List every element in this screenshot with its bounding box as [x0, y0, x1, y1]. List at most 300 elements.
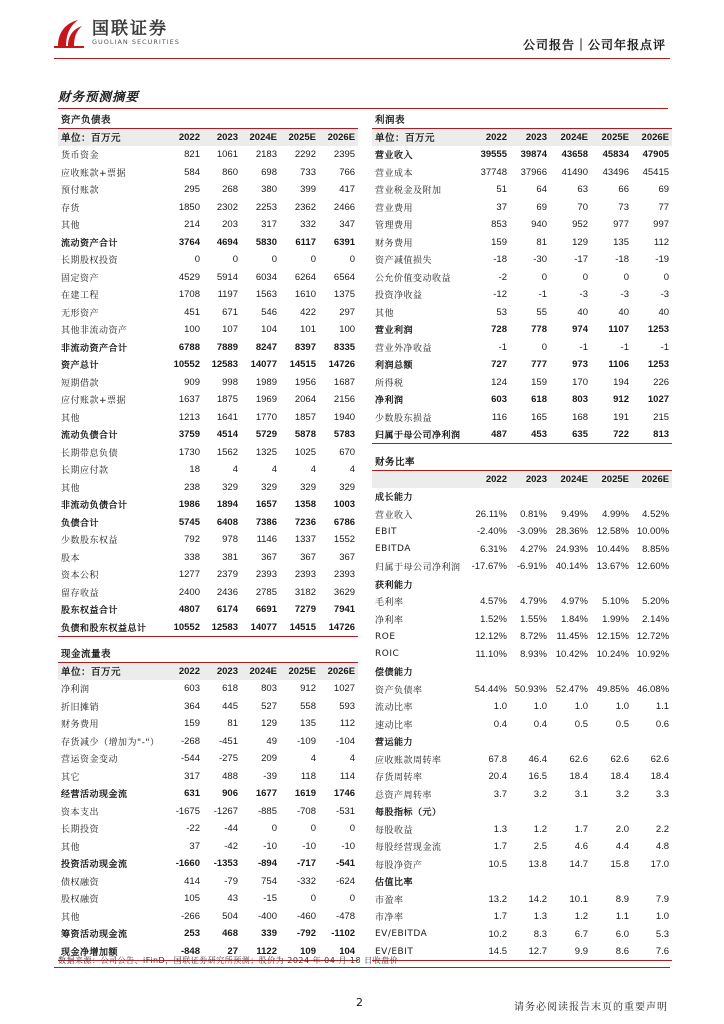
row-value: 12.72%: [636, 631, 670, 643]
row-value: 487: [468, 426, 510, 444]
row-label: 速动比率: [375, 720, 414, 731]
row-label: 营运资金变动: [61, 755, 119, 766]
row-value: 14726: [328, 359, 356, 371]
unit-label: 单位：百万元: [58, 662, 164, 680]
row-value: 1563: [255, 289, 277, 301]
row-value: 1027: [647, 394, 670, 406]
row-label: 负债和股东权益总计: [58, 619, 164, 637]
row-value: 1.1: [615, 911, 629, 923]
row-value: 0: [194, 254, 200, 266]
row-value: 81: [227, 718, 238, 730]
row-value: 381: [222, 551, 238, 563]
row-label: 营业收入: [375, 151, 414, 162]
table-row: [58, 890, 358, 908]
row-value: 1253: [647, 359, 670, 371]
row-value: 295: [184, 184, 200, 196]
table-row: [58, 619, 358, 637]
ratio-group-name: 偿债能力: [375, 668, 414, 679]
row-value: 909: [184, 376, 200, 388]
table-title: 资产负债表: [58, 110, 358, 128]
balance-sheet-table: [58, 110, 358, 637]
row-value: 422: [300, 306, 316, 318]
year-header: 2023: [203, 128, 241, 146]
table-row: [58, 750, 358, 768]
row-value: 69: [536, 201, 547, 213]
row-value: 0: [582, 271, 588, 283]
row-value: 116: [491, 411, 507, 423]
header-divider: [54, 58, 670, 59]
row-label: 股东权益合计: [61, 606, 119, 617]
row-value: -451: [218, 735, 238, 747]
row-value: 12.7: [510, 943, 550, 961]
row-value: 4514: [216, 429, 238, 441]
table-row: [58, 855, 358, 873]
row-label: 长期股权投资: [61, 256, 119, 267]
row-value: 8397: [294, 341, 316, 353]
row-value: -1: [579, 341, 588, 353]
row-value: 7941: [333, 604, 356, 616]
unit-label: 单位：百万元: [372, 128, 468, 146]
row-label: 无形资产: [61, 308, 100, 319]
table-row: [372, 506, 672, 524]
row-label: 净利润: [61, 685, 90, 696]
row-value: 0: [349, 893, 356, 905]
row-value: -1: [538, 289, 547, 301]
table-title-row: [58, 644, 358, 662]
row-label: 应收账款+票据: [61, 168, 127, 179]
row-value: 46.4: [528, 753, 547, 765]
year-header: 2025E: [280, 128, 319, 146]
row-value: -2: [498, 271, 507, 283]
row-value: 1610: [294, 289, 316, 301]
row-value: 1637: [178, 394, 200, 406]
row-value: 1213: [178, 411, 200, 423]
row-value: 803: [572, 394, 588, 406]
row-label: 预付账款: [61, 186, 100, 197]
row-value: 18.4: [610, 771, 629, 783]
row-value: 100: [184, 324, 200, 336]
table-row: [58, 698, 358, 716]
row-value: 104: [319, 943, 358, 961]
table-row: [372, 391, 672, 409]
year-header: 2024E: [550, 470, 591, 488]
row-value: 1375: [333, 289, 356, 301]
row-value: 12.15%: [596, 631, 629, 643]
table-row: [372, 786, 672, 804]
row-value: 7386: [255, 516, 277, 528]
ratio-group-row: [372, 733, 672, 751]
table-row: [58, 768, 358, 786]
row-value: -17.67%: [471, 561, 507, 573]
row-value: 1107: [608, 324, 629, 336]
row-value: 62.6: [650, 753, 670, 765]
row-value: 0: [349, 823, 356, 835]
year-header: 2024E: [550, 128, 591, 146]
row-label: 每股净资产: [375, 860, 423, 871]
row-value: 47905: [642, 149, 670, 161]
row-value: 3629: [333, 586, 356, 598]
row-value: -30: [533, 254, 547, 266]
row-value: 1.3: [493, 823, 507, 835]
row-label: 归属于母公司净利润: [375, 563, 461, 574]
row-value: 4.27%: [520, 543, 547, 555]
row-value: 27: [203, 943, 241, 961]
table-row: [58, 733, 358, 751]
row-label: 固定资产: [61, 273, 100, 284]
row-value: 6691: [255, 604, 277, 616]
row-label: 营业成本: [375, 168, 414, 179]
year-header: 2022: [468, 470, 510, 488]
row-value: 2393: [294, 569, 316, 581]
row-value: 367: [339, 551, 356, 563]
row-value: 2395: [333, 149, 356, 161]
row-value: 912: [300, 683, 316, 695]
table-row: [58, 803, 358, 821]
row-value: 0.81%: [520, 508, 547, 520]
row-value: 1.0: [574, 701, 588, 713]
row-value: -12: [493, 289, 507, 301]
row-label: 应付账款+票据: [61, 396, 127, 407]
row-value: 2466: [333, 201, 356, 213]
unit-label: 单位：百万元: [58, 128, 164, 146]
row-value: 1.55%: [520, 613, 547, 625]
row-value: 203: [222, 219, 238, 231]
row-value: 49.85%: [596, 683, 629, 695]
row-label: 资产总计: [61, 361, 100, 372]
row-value: 2393: [333, 569, 356, 581]
row-value: 4: [349, 464, 356, 476]
table-row: [58, 286, 358, 304]
row-value: 1106: [608, 359, 629, 371]
row-value: -3: [620, 289, 629, 301]
table-row: [372, 541, 672, 559]
row-value: 4: [232, 464, 238, 476]
row-label: 管理费用: [375, 221, 414, 232]
table-row: [58, 199, 358, 217]
row-label: 营业利润: [375, 326, 414, 337]
table-row: [372, 926, 672, 944]
row-value: 6786: [333, 516, 356, 528]
row-value: -544: [180, 753, 200, 765]
ratio-group-name: 获利能力: [375, 580, 414, 591]
row-value: 297: [339, 306, 356, 318]
table-row: [372, 409, 672, 427]
table-row: [372, 146, 672, 164]
row-value: 40.14%: [555, 561, 588, 573]
row-label: 留存收益: [61, 588, 100, 599]
row-value: -15: [263, 893, 277, 905]
source-note: 数据来源：公司公告、iFinD，国联证券研究所预测；股价为 2024 年 04 月 18 日收盘价: [58, 956, 399, 965]
unit-label: [372, 470, 468, 488]
row-value: 912: [613, 394, 629, 406]
row-label: 非流动负债合计: [61, 501, 128, 512]
row-value: 18.4: [650, 771, 670, 783]
table-row: [372, 908, 672, 926]
row-value: 18.4: [569, 771, 588, 783]
row-value: 66: [618, 184, 629, 196]
row-value: 2.2: [655, 823, 670, 835]
row-value: 1122: [241, 943, 280, 961]
row-value: -478: [336, 910, 356, 922]
row-value: 14.7: [569, 858, 588, 870]
row-label: 短期借款: [61, 378, 100, 389]
row-value: 159: [184, 718, 200, 730]
row-value: 399: [300, 184, 316, 196]
row-value: -541: [336, 858, 356, 870]
row-value: 998: [222, 376, 238, 388]
row-value: 50.93%: [514, 683, 547, 695]
row-label: 每股经营现金流: [375, 843, 442, 854]
row-label: 现金净增加额: [58, 943, 164, 961]
table-title-row: [58, 110, 358, 128]
row-value: -266: [180, 910, 200, 922]
row-value: 159: [491, 236, 507, 248]
row-value: 52.47%: [555, 683, 588, 695]
ratio-group-row: [372, 576, 672, 594]
row-value: 367: [261, 551, 277, 563]
row-value: 3182: [294, 586, 316, 598]
table-row: [58, 251, 358, 269]
row-value: 4.97%: [561, 596, 588, 608]
table-row: [372, 339, 672, 357]
table-row: [372, 698, 672, 716]
ratio-group-name: 每股指标（元）: [375, 808, 442, 819]
table-row: [58, 269, 358, 287]
row-value: 4: [349, 753, 356, 765]
row-value: 45415: [642, 166, 670, 178]
row-value: 584: [184, 166, 200, 178]
row-value: 107: [222, 324, 238, 336]
row-value: 53: [496, 306, 507, 318]
table-title: 利润表: [372, 110, 672, 128]
row-value: 63: [577, 184, 588, 196]
row-value: 43: [227, 893, 238, 905]
row-value: 1641: [216, 411, 238, 423]
table-row: [58, 873, 358, 891]
row-value: 109: [280, 943, 319, 961]
row-value: 2.5: [533, 841, 547, 853]
row-value: 558: [300, 700, 316, 712]
table-row: [372, 768, 672, 786]
row-value: -19: [655, 254, 670, 266]
row-label: 经营活动现金流: [61, 790, 128, 801]
table-row: [58, 146, 358, 164]
row-value: 28.36%: [555, 526, 588, 538]
row-label: 其它: [61, 772, 81, 783]
row-value: 631: [184, 788, 200, 800]
row-value: 14.5: [468, 943, 510, 961]
row-value: 226: [653, 376, 670, 388]
row-value: 7.6: [632, 943, 672, 961]
row-value: 1746: [333, 788, 356, 800]
company-logo: [52, 18, 180, 48]
row-label: 营业收入: [375, 510, 414, 521]
row-value: 105: [184, 893, 200, 905]
row-value: 12.58%: [596, 526, 629, 538]
row-value: 55: [536, 306, 547, 318]
table-row: [372, 374, 672, 392]
row-value: 3.1: [574, 788, 588, 800]
row-value: 10.24%: [596, 648, 629, 660]
row-value: -275: [218, 753, 238, 765]
row-value: 546: [261, 306, 277, 318]
ratio-group-name: 估值比率: [375, 878, 414, 889]
year-header: 2024E: [241, 128, 280, 146]
year-header: 2023: [203, 662, 241, 680]
row-value: 124: [491, 376, 507, 388]
row-value: 8.6: [591, 943, 632, 961]
row-value: 6391: [333, 236, 356, 248]
ratio-group-row: [372, 663, 672, 681]
row-value: 1875: [216, 394, 238, 406]
row-value: 4694: [216, 236, 238, 248]
row-value: -624: [336, 875, 356, 887]
table-row: [372, 269, 672, 287]
row-value: 9.49%: [561, 508, 588, 520]
table-header-row: [58, 662, 358, 680]
row-value: 777: [531, 359, 547, 371]
row-value: 135: [613, 236, 629, 248]
row-value: 215: [653, 411, 670, 423]
row-value: 2400: [178, 586, 200, 598]
row-value: 3.2: [615, 788, 629, 800]
row-label: 其他: [61, 413, 81, 424]
row-value: 940: [531, 219, 547, 231]
row-value: 10.00%: [636, 526, 670, 538]
row-value: 4.8: [655, 841, 670, 853]
table-row: [58, 785, 358, 803]
year-header: 2022: [164, 128, 203, 146]
table-row: [372, 681, 672, 699]
row-value: 1.0: [493, 701, 507, 713]
row-label: 长期应付款: [61, 466, 109, 477]
row-label: 营业费用: [375, 203, 414, 214]
row-value: 728: [491, 324, 507, 336]
row-label: 长期投资: [61, 825, 100, 836]
row-value: 1.7: [493, 911, 507, 923]
table-header-row: [372, 470, 672, 488]
year-header: 2026E: [319, 662, 358, 680]
row-value: 722: [591, 426, 632, 444]
row-value: 26.11%: [475, 508, 507, 520]
row-value: 733: [300, 166, 316, 178]
table-row: [58, 374, 358, 392]
row-value: -44: [224, 823, 238, 835]
row-value: 8.93%: [520, 648, 547, 660]
row-value: 527: [261, 700, 277, 712]
row-label: EV/EBITDA: [375, 929, 428, 940]
row-value: 2362: [294, 201, 316, 213]
row-label: 股权融资: [61, 895, 100, 906]
row-value: 165: [531, 411, 547, 423]
row-value: 1358: [294, 499, 316, 511]
row-value: 14726: [319, 619, 358, 637]
row-value: 792: [184, 534, 200, 546]
table-row: [58, 304, 358, 322]
report-type: 公司报告｜公司年报点评: [522, 38, 666, 52]
row-value: 1730: [178, 446, 200, 458]
row-value: 16.5: [528, 771, 547, 783]
table-row: [372, 856, 672, 874]
row-value: 1969: [255, 394, 277, 406]
row-value: 329: [261, 481, 277, 493]
row-value: 2785: [255, 586, 277, 598]
row-value: 7279: [294, 604, 316, 616]
row-value: 1.2: [533, 823, 547, 835]
row-value: 347: [339, 219, 356, 231]
row-value: 5.20%: [642, 596, 670, 608]
table-row: [58, 908, 358, 926]
row-value: 4.79%: [520, 596, 547, 608]
row-value: 191: [613, 411, 629, 423]
row-value: 4529: [178, 271, 200, 283]
row-label: EV/EBIT: [372, 943, 468, 961]
row-value: -332: [296, 875, 316, 887]
row-value: 12583: [203, 619, 241, 637]
row-label: 财务费用: [375, 238, 414, 249]
table-row: [58, 181, 358, 199]
table-row: [58, 234, 358, 252]
row-value: 1989: [255, 376, 277, 388]
row-value: 4.52%: [642, 508, 670, 520]
row-value: 45834: [602, 149, 629, 161]
row-value: 0: [271, 823, 277, 835]
year-header: 2025E: [591, 470, 632, 488]
row-value: 380: [261, 184, 277, 196]
row-value: 7889: [216, 341, 238, 353]
row-value: 1325: [255, 446, 277, 458]
row-value: 1061: [216, 149, 238, 161]
row-value: 1940: [333, 411, 356, 423]
row-value: 0: [623, 271, 629, 283]
row-value: 329: [339, 481, 356, 493]
row-value: 978: [222, 534, 238, 546]
row-value: -17: [574, 254, 588, 266]
table-row: [58, 601, 358, 619]
row-value: 1.3: [533, 911, 547, 923]
row-value: -3.09%: [516, 526, 547, 538]
row-label: 市净率: [375, 913, 404, 924]
row-value: -109: [296, 735, 316, 747]
row-value: -268: [180, 735, 200, 747]
row-value: 4.6: [574, 841, 588, 853]
row-label: 资产负债率: [375, 685, 423, 696]
row-value: 10.2: [488, 928, 507, 940]
row-value: 329: [300, 481, 316, 493]
row-value: 821: [184, 149, 200, 161]
row-label: 债权融资: [61, 877, 100, 888]
year-header: 2024E: [241, 662, 280, 680]
row-value: 0.5: [615, 718, 629, 730]
row-label: 投资净收益: [375, 291, 423, 302]
row-value: 40: [618, 306, 629, 318]
row-value: 170: [572, 376, 588, 388]
table-row: [372, 251, 672, 269]
row-value: 194: [613, 376, 629, 388]
row-value: 997: [653, 219, 670, 231]
row-value: -1102: [331, 928, 356, 940]
row-value: 40: [577, 306, 588, 318]
row-value: 5783: [333, 429, 356, 441]
table-row: [58, 820, 358, 838]
row-label: 其他非流动资产: [61, 326, 128, 337]
row-value: 317: [184, 770, 200, 782]
row-label: ROIC: [375, 649, 400, 660]
row-label: 筹资活动现金流: [61, 930, 128, 941]
row-value: 39874: [520, 149, 547, 161]
row-value: 2.14%: [642, 613, 670, 625]
row-value: 1.2: [574, 911, 588, 923]
